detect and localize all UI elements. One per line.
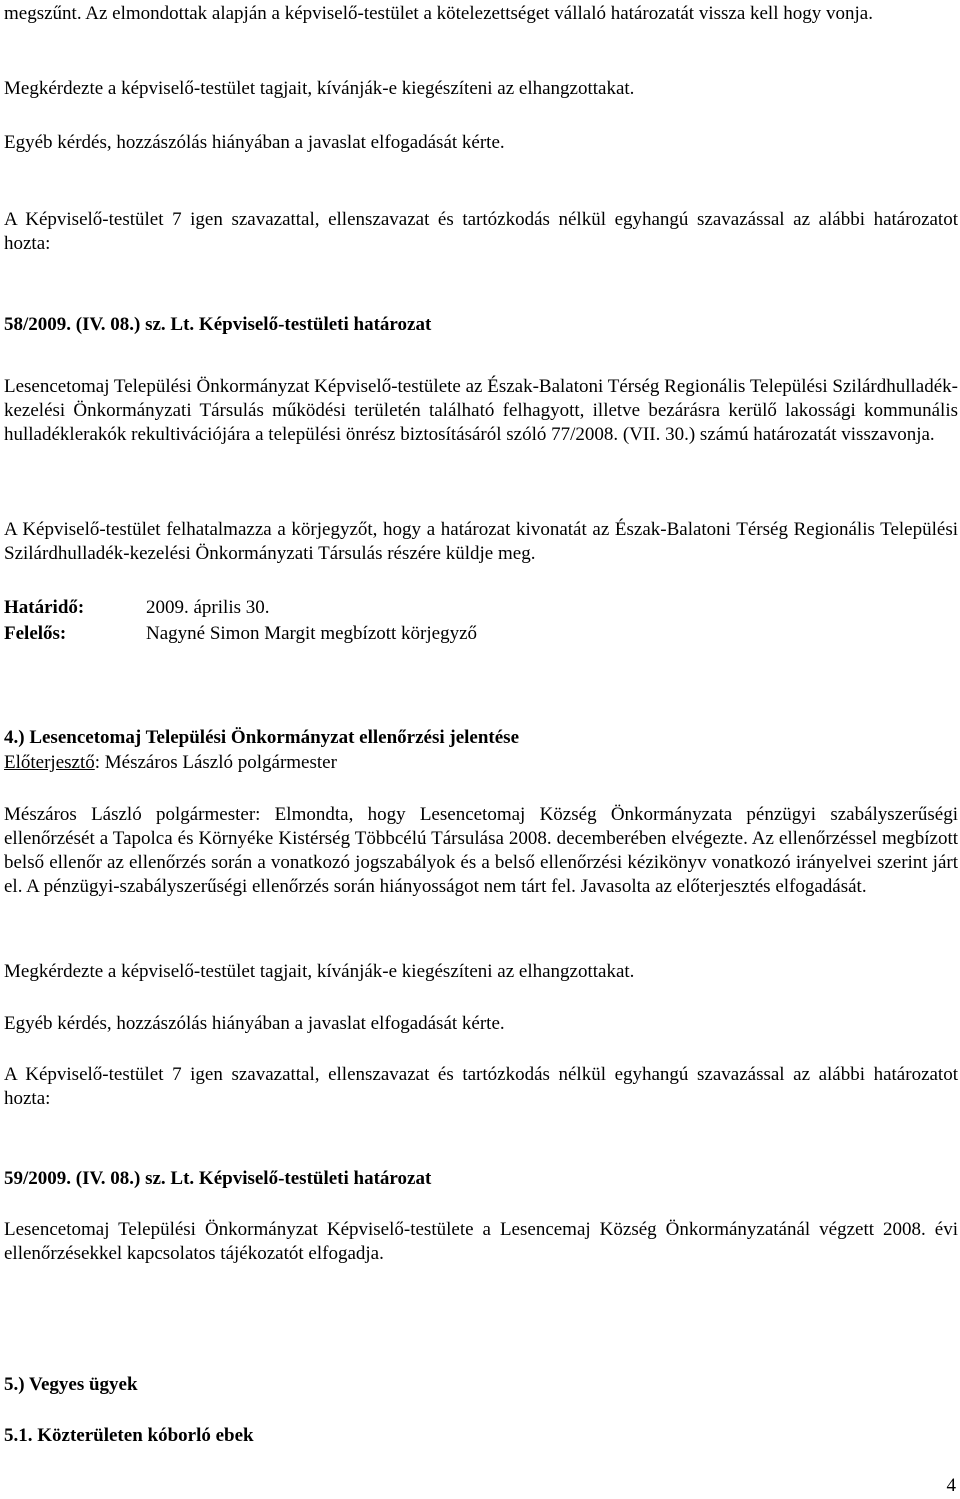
paragraph-ask-2: Megkérdezte a képviselő-testület tagjait, kívánják-e kiegészíteni az elhangzottakat.	[4, 961, 635, 982]
paragraph-ask-1: Megkérdezte a képviselő-testület tagjait, kívánják-e kiegészíteni az elhangzottakat.	[4, 78, 635, 99]
deadline-row	[4, 596, 958, 620]
page-number: 4	[946, 1475, 956, 1496]
resolution-2-title: 59/2009. (IV. 08.) sz. Lt. Képviselő-testületi határozat	[4, 1168, 432, 1189]
resolution-1-title: 58/2009. (IV. 08.) sz. Lt. Képviselő-testületi határozat	[4, 314, 432, 335]
resolution-1-body: Lesencetomaj Települési Önkormányzat Képviselő-testülete az Észak-Balatoni Térség Regionális Települési Szilárdhulladék-kezelési Önkormányzati Társulás működési területén található felhagyott, illetve bezárásra kerülő lakossági kommunális hulladéklerakók rekultivációjára a települési önrész biztosításáról szóló 77/2008. (VII. 30.) számú határozatát visszavonja.	[4, 376, 958, 445]
section-5-title: 5.) Vegyes ügyek	[4, 1374, 138, 1395]
presenter-row	[4, 751, 958, 775]
section-4-title: 4.) Lesencetomaj Települési Önkormányzat ellenőrzési jelentése	[4, 727, 520, 748]
paragraph-vote-2: A Képviselő-testület 7 igen szavazattal, ellenszavazat és tartózkodás nélkül egyhangú szavazással az alábbi határozatot hozta:	[4, 1064, 958, 1109]
resolution-1-authorization: A Képviselő-testület felhatalmazza a körjegyzőt, hogy a határozat kivonatát az Észak-Balatoni Térség Regionális Települési Szilárdhulladék-kezelési Önkormányzati Társulás részére küldje meg.	[4, 519, 958, 564]
paragraph-mayor-report: Mészáros László polgármester: Elmondta, hogy Lesencetomaj Község Önkormányzata pénzügyi szabályszerűségi ellenőrzését a Tapolca és Környéke Kistérség Többcélú Társulása 2008. decemberében elvégezte. Az ellenőrzéssel megbízott belső ellenőr az ellenőrzés során a vonatkozó jogszabályok és a belső ellenőrzési kézikönyv vonatkozó irányelvei szerint járt el. A pénzügyi-szabályszerűségi ellenőrzés során hiányosságot nem tárt fel. Javasolta az előterjesztés elfogadását.	[4, 804, 958, 897]
responsible-row	[4, 622, 958, 646]
responsible-value: Nagyné Simon Margit megbízott körjegyző	[146, 623, 478, 644]
presenter-value: : Mészáros László polgármester	[94, 752, 337, 773]
deadline-value: 2009. április 30.	[146, 597, 270, 618]
responsible-label: Felelős:	[4, 623, 67, 644]
section-5-1-title: 5.1. Közterületen kóborló ebek	[4, 1425, 254, 1446]
paragraph-intro: megszűnt. Az elmondottak alapján a képviselő-testület a kötelezettséget vállaló határozatát vissza kell hogy vonja.	[4, 3, 873, 24]
paragraph-vote-1: A Képviselő-testület 7 igen szavazattal, ellenszavazat és tartózkodás nélkül egyhangú szavazással az alábbi határozatot hozta:	[4, 209, 958, 254]
paragraph-other-2: Egyéb kérdés, hozzászólás hiányában a javaslat elfogadását kérte.	[4, 1013, 505, 1034]
deadline-label: Határidő:	[4, 597, 85, 618]
resolution-2-body: Lesencetomaj Települési Önkormányzat Képviselő-testülete a Lesencemaj Község Önkormányzatánál végzett 2008. évi ellenőrzésekkel kapcsolatos tájékozatót elfogadja.	[4, 1219, 958, 1264]
presenter-label: Előterjesztő	[4, 752, 95, 773]
paragraph-other-1: Egyéb kérdés, hozzászólás hiányában a javaslat elfogadását kérte.	[4, 132, 505, 153]
